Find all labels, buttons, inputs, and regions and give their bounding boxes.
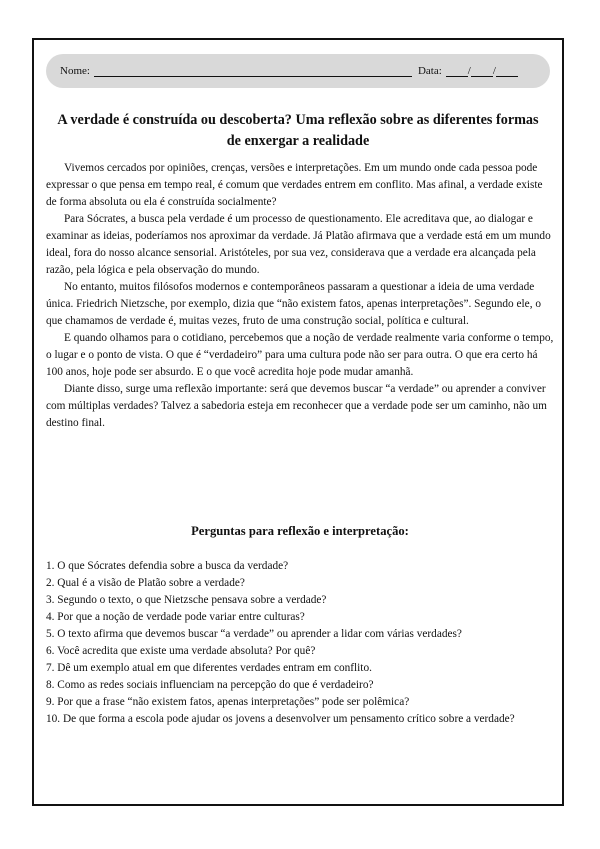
- question-item: 4. Por que a noção de verdade pode variar entre culturas?: [46, 611, 305, 623]
- question-item: 2. Qual é a visão de Platão sobre a verdade?: [46, 577, 245, 589]
- question-item: 10. De que forma a escola pode ajudar os jovens a desenvolver um pensamento crítico sobre a verdade?: [46, 713, 515, 725]
- date-label: Data:: [417, 65, 442, 77]
- date-separator: /: [492, 65, 496, 77]
- question-item: 5. O texto afirma que devemos buscar “a verdade” ou aprender a lidar com várias verdades?: [46, 628, 462, 640]
- date-month-field[interactable]: [471, 66, 493, 77]
- paragraph: Diante disso, surge uma reflexão importante: será que devemos buscar “a verdade” ou aprender a conviver com múltiplas verdades? Talvez a sabedoria esteja em reconhecer que a verdade pode ser um caminho, não um destino final.: [46, 383, 547, 429]
- page-title: A verdade é construída ou descoberta? Uma reflexão sobre as diferentes formas de enxergar a realidade: [57, 112, 539, 149]
- paragraph: Vivemos cercados por opiniões, crenças, versões e interpretações. Em um mundo onde cada pessoa pode expressar o que pensa em tempo real, é comum que verdades entrem em conflito. Mas afinal, a verdade existe de forma absoluta ou ela é construída socialmente?: [46, 162, 543, 208]
- student-info-bar: [46, 54, 550, 88]
- question-item: 1. O que Sócrates defendia sobre a busca da verdade?: [46, 560, 289, 572]
- question-item: 3. Segundo o texto, o que Nietzsche pensava sobre a verdade?: [46, 594, 327, 606]
- worksheet-frame: [32, 38, 564, 806]
- date-separator: /: [467, 65, 471, 77]
- date-year-field[interactable]: [496, 66, 518, 77]
- question-item: 7. Dê um exemplo atual em que diferentes verdades entram em conflito.: [46, 662, 372, 674]
- name-label: Nome:: [60, 65, 90, 77]
- questions-list: [46, 558, 554, 728]
- question-item: 8. Como as redes sociais influenciam na percepção do que é verdadeiro?: [46, 679, 374, 691]
- question-item: 9. Por que a frase “não existem fatos, apenas interpretações” pode ser polêmica?: [46, 696, 410, 708]
- paragraph: E quando olhamos para o cotidiano, percebemos que a noção de verdade realmente varia conforme o tempo, o lugar e o ponto de vista. O que é “verdadeiro” para uma cultura pode não ser para outra. O que era certo há 100 anos, hoje pode ser absurdo. E o que você acredita hoje pode mudar amanhã.: [46, 332, 554, 378]
- date-day-field[interactable]: [446, 66, 468, 77]
- question-item: 6. Você acredita que existe uma verdade absoluta? Por quê?: [46, 645, 316, 657]
- paragraph: Para Sócrates, a busca pela verdade é um processo de questionamento. Ele acreditava que, ao dialogar e examinar as ideias, poderíamos nos aproximar da verdade. Já Platão afirmava que a verdade está em um mundo ideal, fora do nosso alcance sensorial. Aristóteles, por sua vez, considerava que a verdade era alcançada pela razão, pela lógica e pela observação do mundo.: [46, 213, 551, 276]
- questions-heading: Perguntas para reflexão e interpretação:: [191, 524, 409, 538]
- name-field[interactable]: [94, 66, 412, 77]
- article-body: [46, 160, 554, 432]
- paragraph: No entanto, muitos filósofos modernos e contemporâneos passaram a questionar a ideia de uma verdade única. Friedrich Nietzsche, por exemplo, dizia que “não existem fatos, apenas interpretações”. Segundo ele, o que chamamos de verdade é, muitas vezes, fruto de uma construção social, política e cultural.: [46, 281, 541, 327]
